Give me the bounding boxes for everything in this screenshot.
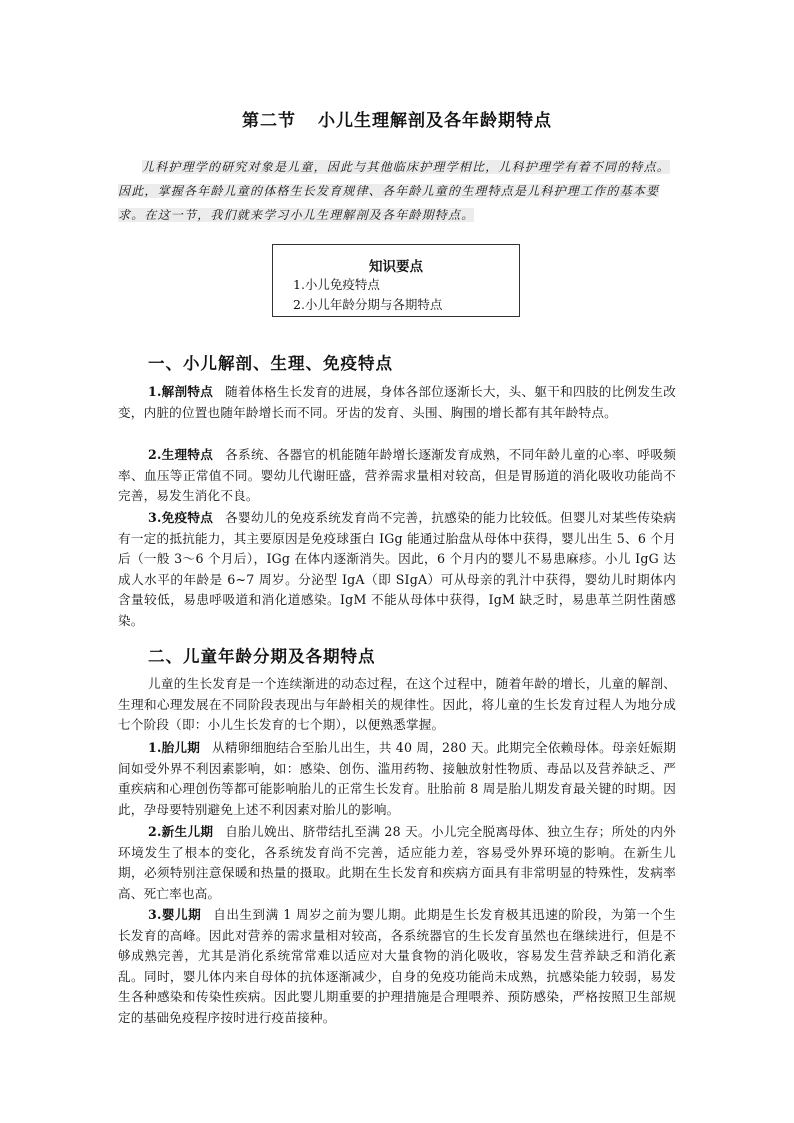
section-number: 第二节	[242, 111, 296, 131]
paragraph-neonatal	[118, 822, 676, 904]
paragraph-fetal	[118, 738, 676, 820]
paragraph-label: 2.新生儿期	[148, 824, 214, 839]
paragraph-label: 1.解剖特点	[148, 384, 214, 399]
heading-part1: 一、小儿解剖、生理、免疫特点	[148, 354, 393, 373]
heading-part2: 二、儿童年龄分期及各期特点	[148, 647, 376, 666]
paragraph-label: 3.免疫特点	[148, 510, 214, 525]
paragraph-text: 从精卵细胞结合至胎儿出生，共 40 周，280 天。此期完全依赖母体。母亲妊娠期间如受外界不利因素影响，如：感染、创伤、滥用药物、接触放射性物质、毒品以及营养缺乏、严重疾病和心理创伤等都可能影响胎儿的正常生长发育。肚胎前 8 周是胎儿期发育最关键的时期。因此，孕母要特别避免上述不利因素对胎儿的影响。	[118, 740, 676, 817]
paragraph-text: 各婴幼儿的免疫系统发育尚不完善，抗感染的能力比较低。但婴儿对某些传染病有一定的抵抗能力，其主要原因是免疫球蛋白 IGg 能通过胎盘从母体中获得，婴儿出生 5、6 个月后（一般 3～6 个月后），IGg 在体内逐渐消失。因此，6 个月内的婴儿不易患麻疹。小儿 IgG 达成人水平的年龄是 6~7 周岁。分泌型 IgA（即 SIgA）可从母亲的乳汁中获得，婴幼儿时期体内含量较低，易患呼吸道和消化道感染。IgM 不能从母体中获得，IgM 缺乏时，易患革兰阴性菌感染。	[118, 510, 676, 628]
paragraph-immunity	[118, 508, 676, 631]
knowledge-box-title: 知识要点	[369, 259, 423, 275]
paragraph-text: 儿童的生长发育是一个连续渐进的动态过程，在这个过程中，随着年龄的增长，儿童的解剖、生理和心理发展在不同阶段表现出与年龄相关的规律性。因此，将儿童的生长发育过程人为地分成七个阶段（即：小儿生长发育的七个期），以便熟悉掌握。	[118, 676, 676, 732]
paragraph-label: 1.胎儿期	[148, 740, 201, 755]
section-name: 小儿生理解剖及各年龄期特点	[318, 111, 552, 131]
knowledge-item: 1.小儿免疫特点	[293, 277, 380, 292]
paragraph-label: 2.生理特点	[148, 447, 214, 462]
paragraph-text: 各系统、各器官的机能随年龄增长逐渐发育成熟，不同年龄儿童的心率、呼吸频率、血压等正常值不同。婴幼儿代谢旺盛，营养需求量相对较高，但是胃肠道的消化吸收功能尚不完善，易发生消化不良。	[118, 447, 676, 503]
paragraph-age-intro	[118, 674, 676, 736]
intro-text: 儿科护理学的研究对象是儿童，因此与其他临床护理学相比，儿科护理学有着不同的特点。因此，掌握各年龄儿童的体格生长发育规律、各年龄儿童的生理特点是儿科护理工作的基本要求。在这一节，我们就来学习小儿生理解剖及各年龄期特点。	[118, 160, 671, 222]
paragraph-text: 随着体格生长发育的进展，身体各部位逐渐长大，头、躯干和四肢的比例发生改变，内脏的位置也随年龄增长而不同。牙齿的发育、头围、胸围的增长都有其年龄特点。	[118, 384, 676, 420]
paragraph-text: 自出生到满 1 周岁之前为婴儿期。此期是生长发育极其迅速的阶段，为第一个生长发育的高峰。因此对营养的需求量相对较高，各系统器官的生长发育虽然也在继续进行，但是不够成熟完善，尤其是消化系统常常难以适应对大量食物的消化吸收，容易发生营养缺乏和消化紊乱。同时，婴儿体内来自母体的抗体逐渐减少，自身的免疫功能尚未成熟，抗感染能力较弱，易发生各种感染和传染性疾病。因此婴儿期重要的护理措施是合理喂养、预防感染，严格按照卫生部规定的基础免疫程序按时进行疫苗接种。	[118, 907, 677, 1025]
paragraph-infant	[118, 905, 676, 1028]
paragraph-label: 3.婴儿期	[148, 907, 202, 922]
section-title	[0, 106, 794, 131]
paragraph-text: 自胎儿娩出、脐带结扎至满 28 天。小儿完全脱离母体、独立生存；所处的内外环境发生了根本的变化，各系统发育尚不完善，适应能力差，容易受外界环境的影响。在新生儿期，必须特别注意保暖和热量的摄取。此期在生长发育和疾病方面具有非常明显的特殊性，发病率高、死亡率也高。	[118, 824, 676, 901]
knowledge-points-box	[272, 244, 520, 317]
paragraph-anatomy	[118, 382, 676, 423]
intro-paragraph	[118, 155, 674, 227]
knowledge-item: 2.小儿年龄分期与各期特点	[293, 297, 443, 312]
paragraph-physiology	[118, 445, 676, 507]
